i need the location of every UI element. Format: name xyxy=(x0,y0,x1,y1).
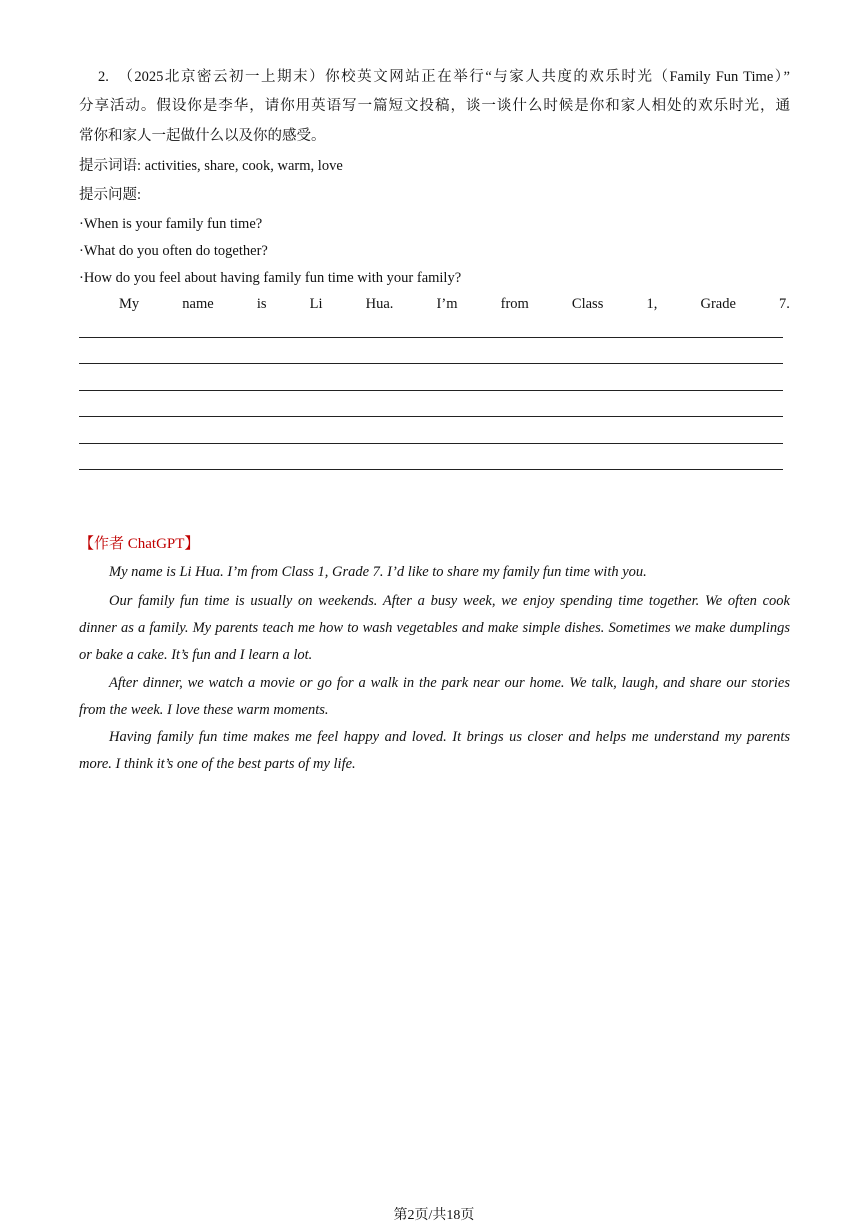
essay-paragraph-4: Having family fun time makes me feel happy and loved. It brings us closer and helps me understand my parents more. I think it’s one of the best parts of my life. xyxy=(79,729,790,772)
essay-paragraph-1: My name is Li Hua. I’m from Class 1, Grade 7. I’d like to share my family fun time with you. xyxy=(109,564,647,580)
author-label: 【作者 ChatGPT】 xyxy=(79,536,200,552)
start-word: from xyxy=(500,296,529,312)
answer-line-6 xyxy=(79,469,783,470)
hint-question-1: ·When is your family fun time? xyxy=(79,216,263,232)
essay-paragraph-3: After dinner, we watch a movie or go for a walk in the park near our home. We talk, laugh, and share our stories from the week. I love these warm moments. xyxy=(79,675,790,718)
answer-line-3 xyxy=(79,390,783,391)
start-word: Grade xyxy=(700,296,736,312)
question-number: 2. xyxy=(98,69,109,85)
answer-line-2 xyxy=(79,363,783,364)
question-line-1 xyxy=(79,67,790,87)
essay-start-line xyxy=(79,294,790,314)
start-word: Li xyxy=(309,296,323,312)
question-line-2: 分享活动。假设你是李华，请你用英语写一篇短文投稿，谈一谈什么时候是你和家人相处的欢乐时光，通 xyxy=(79,98,790,114)
start-word: Class xyxy=(571,296,604,312)
start-word: My xyxy=(119,296,140,312)
start-word: Hua. xyxy=(365,296,394,312)
question-line-3: 常你和家人一起做什么以及你的感受。 xyxy=(79,128,326,144)
start-word: is xyxy=(256,296,267,312)
essay-paragraph-2: Our family fun time is usually on weekends. After a busy week, we enjoy spending time together. We often cook dinner as a family. My parents teach me how to wash vegetables and make simple dishes. Sometimes we make dumplings or bake a cake. It’s fun and I learn a lot. xyxy=(79,593,790,663)
start-word: 7. xyxy=(779,296,790,312)
hint-questions-label: 提示问题: xyxy=(79,187,142,203)
answer-line-1 xyxy=(79,337,783,338)
start-word: 1, xyxy=(646,296,658,312)
hint-question-2: ·What do you often do together? xyxy=(79,243,268,259)
page-number: 第2页/共18页 xyxy=(393,1208,475,1223)
answer-line-4 xyxy=(79,416,783,417)
start-word: name xyxy=(182,296,214,312)
hint-question-3: ·How do you feel about having family fun time with your family? xyxy=(79,270,462,286)
start-word: I’m xyxy=(436,296,458,312)
answer-line-5 xyxy=(79,443,783,444)
hint-words: 提示词语: activities, share, cook, warm, love xyxy=(79,158,343,174)
question-prompt-part-1: （2025北京密云初一上期末）你校英文网站正在举行“与家人共度的欢乐时光（Family Fun Time）” xyxy=(116,69,790,85)
